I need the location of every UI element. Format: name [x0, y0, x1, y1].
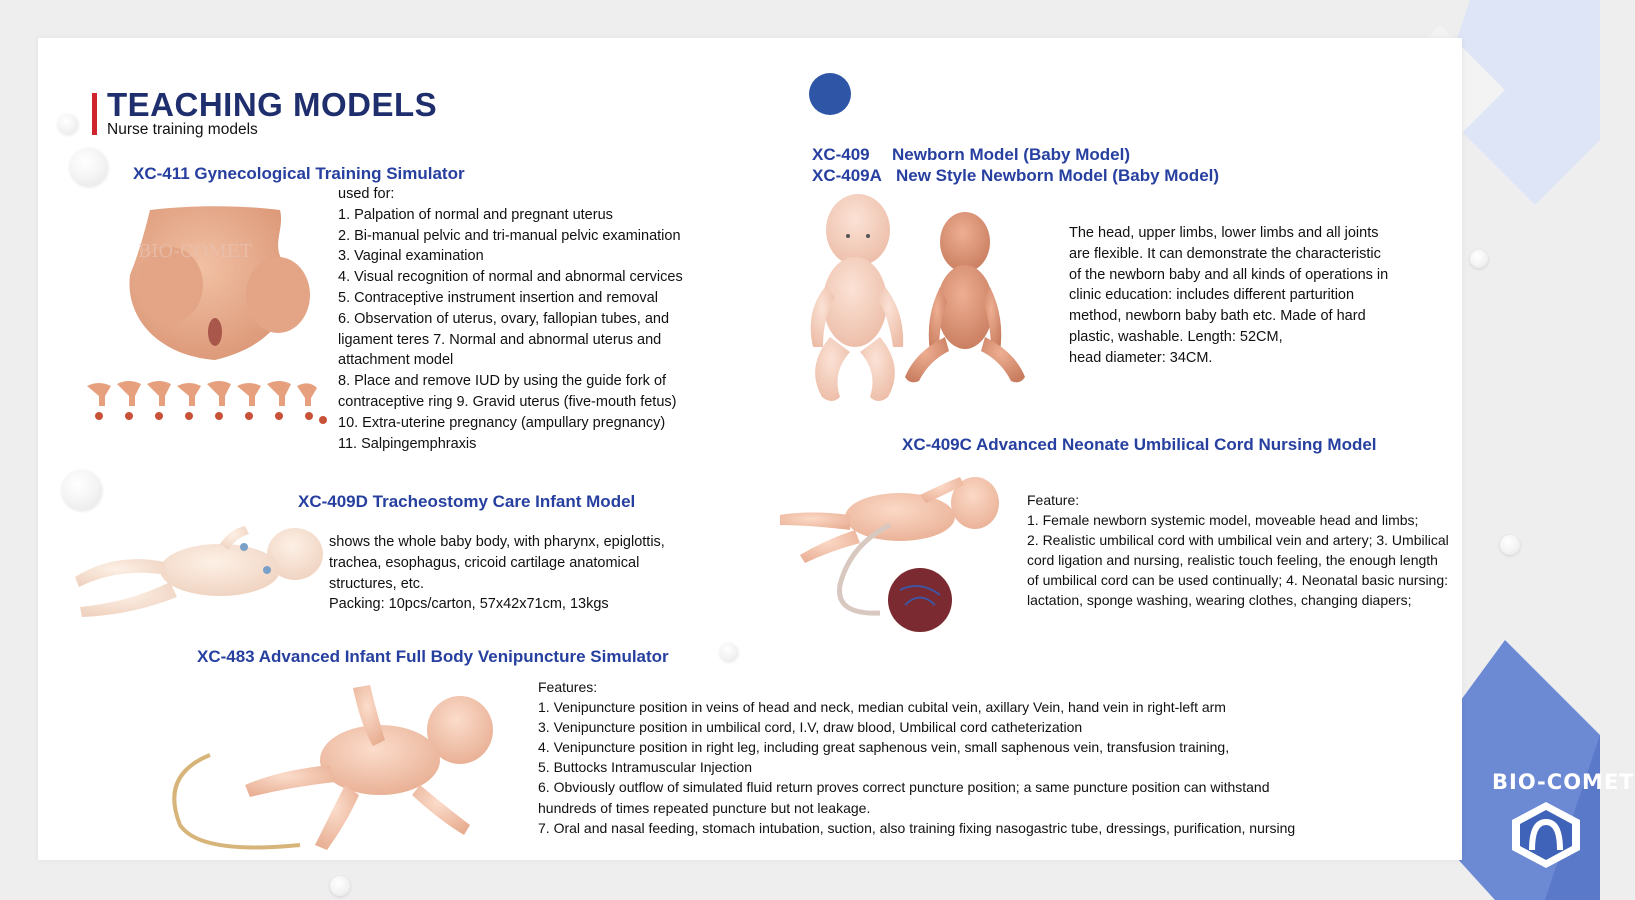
blue-dot	[809, 73, 851, 115]
desc-line: 6. Observation of uterus, ovary, fallopian tubes, and	[338, 310, 670, 327]
desc-line: 2. Bi-manual pelvic and tri-manual pelvic examination	[338, 227, 681, 244]
desc-line: 1. Female newborn systemic model, moveable head and limbs;	[1027, 512, 1419, 528]
desc-line: 2. Realistic umbilical cord with umbilical vein and artery; 3. Umbilical	[1027, 532, 1449, 548]
desc-line: The head, upper limbs, lower limbs and all joints	[1069, 225, 1379, 241]
product-desc-xc409d	[329, 532, 665, 615]
desc-line: 1. Venipuncture position in veins of head and neck, median cubital vein, axillary Vein, hand vein in right-left arm	[538, 699, 1226, 716]
product-desc-xc483	[538, 677, 1295, 838]
desc-line: 4. Visual recognition of normal and abnormal cervices	[338, 269, 683, 286]
desc-line: head diameter: 34CM.	[1069, 349, 1213, 366]
desc-line: 3. Venipuncture position in umbilical cord, I.V, draw blood, Umbilical cord catheterization	[538, 719, 1083, 736]
product-title-xc483: XC-483 Advanced Infant Full Body Venipuncture Simulator	[197, 647, 669, 666]
product-code: XC-409	[812, 145, 870, 164]
desc-line: of the newborn baby and all kinds of operations in	[1069, 266, 1389, 283]
product-name: Newborn Model (Baby Model)	[892, 145, 1130, 164]
title-accent-bar	[92, 93, 97, 135]
desc-line: plastic, washable. Length: 52CM,	[1069, 328, 1283, 345]
product-desc-xc409c	[1027, 490, 1449, 610]
desc-line: 1. Palpation of normal and pregnant uterus	[338, 206, 613, 223]
desc-line: hundreds of times repeated puncture but not leakage.	[538, 799, 871, 816]
gynecological-model-image	[110, 205, 320, 365]
desc-line: contraceptive ring 9. Gravid uterus (five-mouth fetus)	[338, 393, 677, 410]
decorative-bubble	[1500, 535, 1520, 555]
product-title-xc411: XC-411 Gynecological Training Simulator	[133, 164, 465, 183]
desc-line: shows the whole baby body, with pharynx, epiglottis,	[329, 534, 665, 550]
desc-line: trachea, esophagus, cricoid cartilage anatomical	[329, 554, 640, 571]
product-title-xc409d: XC-409D Tracheostomy Care Infant Model	[298, 492, 636, 511]
desc-line: 7. Oral and nasal feeding, stomach intubation, suction, also training fixing nasogastric tube, dressings, purification, nursing	[538, 819, 1296, 836]
desc-line: Features:	[538, 679, 598, 695]
desc-line: cord ligation and nursing, realistic touch feeling, the enough length	[1027, 552, 1438, 568]
desc-line: 10. Extra-uterine pregnancy (ampullary pregnancy)	[338, 414, 666, 431]
desc-line: 5. Buttocks Intramuscular Injection	[538, 759, 752, 776]
desc-line: 6. Obviously outflow of simulated fluid return proves correct puncture position; a same puncture position can withstand	[538, 779, 1270, 796]
product-desc-xc409	[1069, 223, 1388, 369]
product-title-xc409c: XC-409C Advanced Neonate Umbilical Cord Nursing Model	[902, 435, 1377, 454]
decorative-bubble	[720, 643, 738, 661]
desc-line: 3. Vaginal examination	[338, 248, 484, 265]
decorative-bubble	[62, 470, 102, 510]
desc-line: clinic education: includes different parturition	[1069, 287, 1355, 304]
desc-line: Packing: 10pcs/carton, 57x42x71cm, 13kgs	[329, 596, 609, 613]
brand-logo-icon	[1508, 800, 1584, 870]
decorative-bubble	[70, 148, 108, 186]
product-name: New Style Newborn Model (Baby Model)	[896, 166, 1220, 185]
product-desc-xc411	[338, 184, 683, 454]
page-subtitle: Nurse training models	[107, 121, 258, 138]
tracheostomy-infant-model-image	[70, 522, 325, 617]
desc-line: lactation, sponge washing, wearing clothes, changing diapers;	[1027, 592, 1412, 608]
newborn-models-image	[800, 192, 1045, 412]
desc-line: attachment model	[338, 352, 454, 369]
decorative-bubble	[1470, 250, 1488, 268]
decorative-bubble	[330, 876, 350, 896]
desc-line: 8. Place and remove IUD by using the guide fork of	[338, 373, 667, 390]
desc-line: 5. Contraceptive instrument insertion and removal	[338, 289, 658, 306]
product-title-xc409	[812, 145, 1130, 165]
desc-line: ligament teres 7. Normal and abnormal uterus and	[338, 331, 662, 348]
desc-line: of umbilical cord can be used continually; 4. Neonatal basic nursing:	[1027, 572, 1449, 588]
umbilical-cord-model-image	[780, 475, 1010, 640]
desc-line: 4. Venipuncture position in right leg, including great saphenous vein, small saphenous vein, transfusion training,	[538, 739, 1230, 756]
desc-line: method, newborn baby bath etc. Made of hard	[1069, 308, 1366, 325]
desc-line: 11. Salpingemphraxis	[338, 435, 477, 452]
desc-line: used for:	[338, 186, 395, 202]
product-title-xc409a	[812, 166, 1219, 186]
desc-line: Feature:	[1027, 492, 1080, 508]
decorative-bubble	[58, 114, 78, 134]
product-code: XC-409A	[812, 166, 882, 185]
desc-line: are flexible. It can demonstrate the characteristic	[1069, 245, 1381, 262]
venipuncture-infant-model-image	[170, 675, 500, 855]
page-title: TEACHING MODELS	[107, 86, 438, 123]
uterus-models-image	[85, 378, 330, 428]
svg-text:BIO-COMET: BIO-COMET	[138, 241, 252, 262]
desc-line: structures, etc.	[329, 575, 425, 592]
brand-logo-text: BIO-COMET	[1492, 770, 1635, 794]
